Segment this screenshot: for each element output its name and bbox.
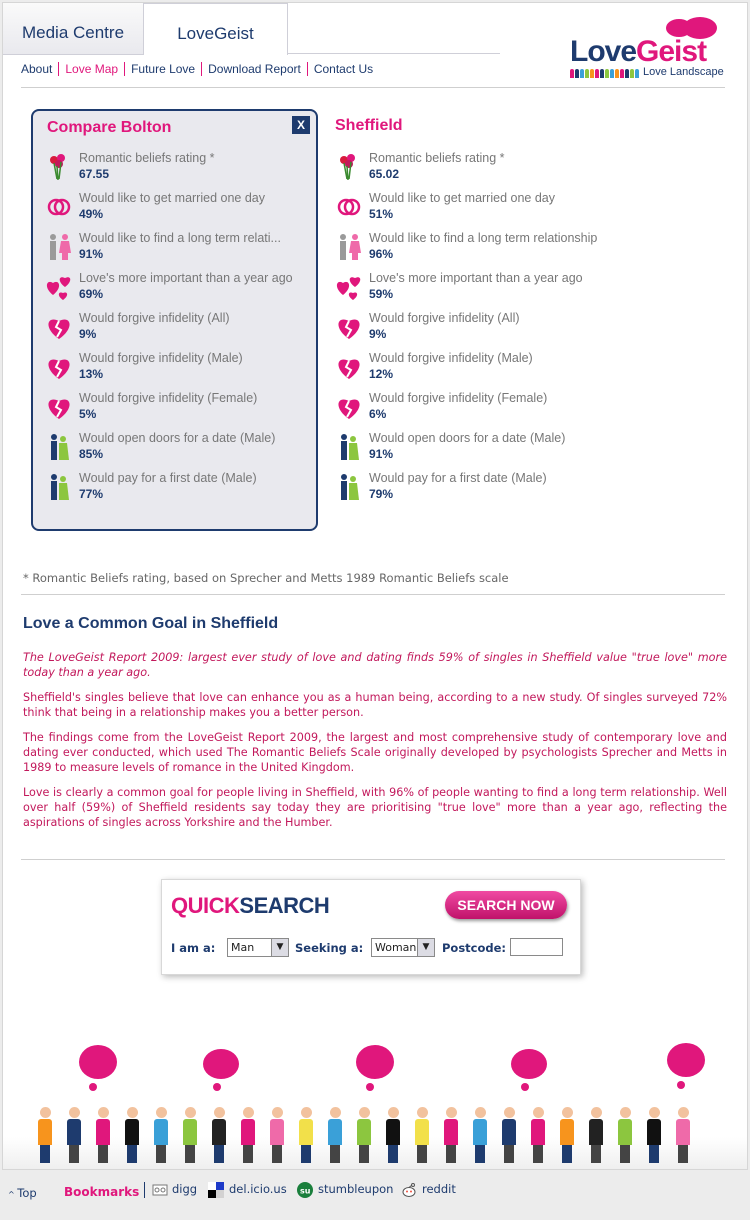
crowd-illustration [3,1033,748,1170]
compare-stat-row [45,351,305,387]
hearts-icon [45,273,73,301]
svg-text:su: su [300,1186,311,1196]
door-icon [335,433,363,461]
bookmarks-label: Bookmarks [64,1185,140,1199]
person-figure-icon [124,1107,140,1163]
stat-value: 85% [79,447,104,461]
nav-contact-us[interactable]: Contact Us [307,62,379,76]
sub-navigation [21,62,379,76]
digg-icon[interactable] [152,1182,168,1198]
tab-divider [288,53,500,54]
quicksearch-title-quick: QUICK [171,893,240,918]
stat-value: 67.55 [79,167,110,181]
chevron-down-icon[interactable]: ▼ [417,939,434,956]
thought-dot-icon [213,1083,221,1091]
stat-value: 91% [79,247,104,261]
stat-label: Would like to find a long term relationship [369,231,598,245]
couple-icon [45,233,73,261]
thought-dot-icon [89,1083,97,1091]
stat-label: Would forgive infidelity (Male) [79,351,243,365]
person-figure-icon [269,1107,285,1163]
stat-label: Would open doors for a date (Male) [369,431,566,445]
header-divider [21,87,725,88]
hearts-icon [335,273,363,301]
article-heading: Love a Common Goal in Sheffield [23,615,279,632]
person-figure-icon [501,1107,517,1163]
digg-link[interactable]: digg [172,1182,198,1196]
stat-label: Would like to find a long term relati... [79,231,281,245]
stat-value: 96% [369,247,394,261]
logo-tagline: Love Landscape [643,66,724,78]
tab-media-centre[interactable]: Media Centre [3,3,144,55]
person-figure-icon [182,1107,198,1163]
compare-stat-row [45,191,305,227]
door-icon [335,473,363,501]
reddit-icon[interactable] [401,1182,417,1198]
lovegeist-logo[interactable] [568,17,733,81]
nav-download-report[interactable]: Download Report [201,62,307,76]
thought-dot-icon [366,1083,374,1091]
nav-about[interactable]: About [21,62,53,76]
person-figure-icon [356,1107,372,1163]
broken-heart-icon [335,313,363,341]
compare-stat-row [45,311,305,347]
quicksearch-title [171,893,329,919]
thought-dot-icon [677,1081,685,1089]
city-stat-row [335,271,725,307]
seeking-select-value: Woman [375,941,417,954]
delicious-icon[interactable] [208,1182,224,1198]
back-to-top-link[interactable] [8,1186,37,1200]
compare-stat-row [45,431,305,467]
logo-word-love: Love [570,35,637,68]
article-paragraph: The findings come from the LoveGeist Report 2009, the largest and most comprehensive study of contemporary love and dating ever conducted, which used The Romantic Beliefs Scale originally developed by psychologists Sprecher and Metts in 1989 to measure levels of romance in the United Kingdom. [23,731,727,774]
door-icon [45,473,73,501]
stat-label: Would forgive infidelity (All) [369,311,520,325]
stat-value: 6% [369,407,387,421]
stat-label: Love's more important than a year ago [79,271,293,285]
person-figure-icon [240,1107,256,1163]
compare-title: Compare Bolton [47,119,172,136]
city-title: Sheffield [335,117,403,134]
city-stat-row [335,431,725,467]
stumbleupon-icon[interactable] [297,1182,313,1198]
stat-label: Would forgive infidelity (Male) [369,351,533,365]
quicksearch-box [161,879,581,975]
person-figure-icon [153,1107,169,1163]
seeking-select[interactable] [371,938,435,957]
person-figure-icon [472,1107,488,1163]
city-stat-row [335,191,725,227]
iam-label: I am a: [171,941,216,955]
tab-bar [3,3,503,55]
footer-divider [144,1182,145,1198]
person-figure-icon [588,1107,604,1163]
thought-bubble-icon [79,1045,117,1079]
stat-value: 9% [369,327,387,341]
thought-bubble-icon [667,1043,705,1077]
logo-word-geist: Geist [636,35,707,68]
stat-label: Would pay for a first date (Male) [79,471,257,485]
roses-icon [335,153,363,181]
broken-heart-icon [45,353,73,381]
article-intro: The LoveGeist Report 2009: largest ever study of love and dating finds 59% of singles in Sheffield value "true love" more today than a year ago. [23,651,727,679]
stat-label: Love's more important than a year ago [369,271,583,285]
person-figure-icon [675,1107,691,1163]
broken-heart-icon [45,313,73,341]
postcode-label: Postcode: [442,941,507,955]
nav-future-love[interactable]: Future Love [124,62,201,76]
broken-heart-icon [45,393,73,421]
stumbleupon-link[interactable]: stumbleupon [318,1182,394,1196]
footer [8,1180,748,1202]
stat-label: Would open doors for a date (Male) [79,431,276,445]
seeking-label: Seeking a: [295,941,364,955]
person-figure-icon [646,1107,662,1163]
chevron-down-icon[interactable]: ▼ [271,939,288,956]
logo-wordmark [570,35,706,69]
thought-dot-icon [521,1083,529,1091]
person-figure-icon [66,1107,82,1163]
couple-icon [335,233,363,261]
stat-value: 51% [369,207,394,221]
stat-label: Romantic beliefs rating * [79,151,215,165]
ground-shadow [3,1137,748,1170]
thought-bubble-icon [356,1045,394,1079]
person-figure-icon [385,1107,401,1163]
iam-select[interactable] [227,938,289,957]
stat-value: 65.02 [369,167,400,181]
rings-icon [45,193,73,221]
stat-value: 59% [369,287,394,301]
nav-love-map[interactable]: Love Map [58,62,124,76]
compare-stat-row [45,231,305,267]
stat-label: Would forgive infidelity (Female) [79,391,258,405]
compare-stat-row [45,391,305,427]
close-button[interactable]: X [292,116,310,134]
stat-value: 12% [369,367,394,381]
compare-stat-row [45,151,305,187]
person-figure-icon [211,1107,227,1163]
article-paragraph: Love is clearly a common goal for people living in Sheffield, with 96% of people wanting to find a long term relationship. Well over half (59%) of Sheffield residents say today they are prioritising "true love" more than a year ago, reflecting the aspirations of singles across Yorkshire and the Humber. [23,786,727,829]
iam-select-value: Man [231,941,255,954]
stat-label: Would forgive infidelity (Female) [369,391,548,405]
person-figure-icon [95,1107,111,1163]
postcode-input[interactable] [510,938,563,956]
stat-label: Would like to get married one day [79,191,265,205]
stat-value: 79% [369,487,394,501]
rings-icon [335,193,363,221]
thought-bubble-icon [511,1049,547,1079]
stat-label: Would like to get married one day [369,191,555,205]
stat-label: Romantic beliefs rating * [369,151,505,165]
reddit-link[interactable]: reddit [422,1182,456,1196]
top-label: Top [17,1186,37,1200]
person-figure-icon [327,1107,343,1163]
person-figure-icon [414,1107,430,1163]
city-stat-row [335,351,725,387]
stat-value: 5% [79,407,97,421]
stat-label: Would forgive infidelity (All) [79,311,230,325]
compare-stat-row [45,271,305,307]
quicksearch-title-search: SEARCH [239,893,330,918]
article-paragraph: Sheffield's singles believe that love can enhance you as a human being, according to a new study. Of singles surveyed 72% think that being in a relationship makes you a better person. [23,691,727,719]
city-stat-row [335,231,725,267]
person-figure-icon [443,1107,459,1163]
city-stat-row [335,391,725,427]
broken-heart-icon [335,393,363,421]
tab-lovegeist[interactable]: LoveGeist [144,3,288,55]
broken-heart-icon [335,353,363,381]
footnote: * Romantic Beliefs rating, based on Sprecher and Metts 1989 Romantic Beliefs scale [23,571,509,585]
search-now-button[interactable]: SEARCH NOW [445,891,567,919]
page [2,2,748,1170]
section-divider [21,859,725,860]
stat-value: 13% [79,367,104,381]
stat-value: 9% [79,327,97,341]
stat-value: 49% [79,207,104,221]
stat-label: Would pay for a first date (Male) [369,471,547,485]
logo-people-icon [570,69,642,78]
stat-value: 69% [79,287,104,301]
stat-value: 91% [369,447,394,461]
stat-value: 77% [79,487,104,501]
thought-bubble-icon [203,1049,239,1079]
city-stat-row [335,471,725,507]
compare-stat-row [45,471,305,507]
person-figure-icon [298,1107,314,1163]
section-divider [21,594,725,595]
caret-up-icon: ^ [8,1190,18,1199]
city-stat-row [335,151,725,187]
person-figure-icon [530,1107,546,1163]
city-stat-row [335,311,725,347]
person-figure-icon [559,1107,575,1163]
delicious-link[interactable]: del.icio.us [229,1182,287,1196]
person-figure-icon [617,1107,633,1163]
person-figure-icon [37,1107,53,1163]
door-icon [45,433,73,461]
roses-icon [45,153,73,181]
